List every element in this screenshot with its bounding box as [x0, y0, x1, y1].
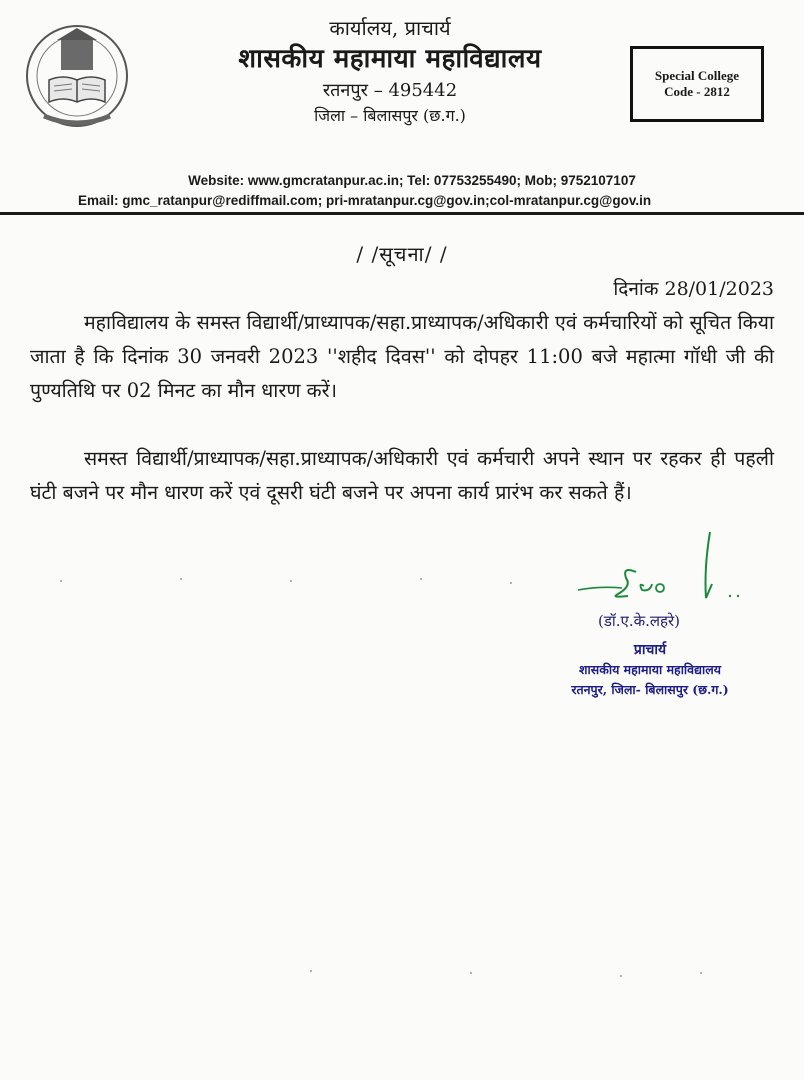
- notice-date: दिनांक 28/01/2023: [613, 278, 774, 300]
- scan-speck: [510, 582, 512, 584]
- signer-name: (डॉ.ए.के.लहरे): [598, 612, 681, 630]
- college-name: शासकीय महामाया महाविद्यालय: [238, 44, 542, 74]
- scan-speck: [290, 580, 292, 582]
- city-pin: रतनपुर – 495442: [322, 80, 458, 101]
- scan-speck: [700, 972, 702, 974]
- header-divider: [0, 212, 804, 215]
- stamp-college: शासकीय महामाया महाविद्यालय: [579, 662, 721, 677]
- contact-email-line: Email: gmc_ratanpur@rediffmail.com; pri-mratanpur.cg@gov.in;col-mratanpur.cg@gov.in: [78, 193, 652, 208]
- district: जिला – बिलासपुर (छ.ग.): [314, 106, 466, 125]
- scan-speck: [620, 975, 622, 977]
- contact-web-line: Website: www.gmcratanpur.ac.in; Tel: 07753255490; Mob; 9752107107: [188, 173, 636, 188]
- notice-paragraph-2: समस्त विद्यार्थी/प्राध्यापक/सहा.प्राध्यापक/अधिकारी एवं कर्मचारी अपने स्थान पर रहकर ही पहली घंटी बजने पर मौन धारण करें एवं दूसरी घंटी बजने पर अपना कार्य प्रारंभ कर सकते हैं।: [30, 447, 774, 504]
- scan-speck: [470, 972, 472, 974]
- notice-title: / /सूचना/ /: [356, 242, 448, 266]
- notice-paragraph-1: महाविद्यालय के समस्त विद्यार्थी/प्राध्यापक/सहा.प्राध्यापक/अधिकारी एवं कर्मचारियों को सूचित किया जाता है कि दिनांक 30 जनवरी 2023 ''शहीद दिवस'' को दोपहर 11:00 बजे महात्मा गॉधी जी की पुण्यतिथि पर 02 मिनट का मौन धारण करें।: [30, 311, 774, 402]
- letterhead: [180, 14, 600, 128]
- stamp-address: रतनपुर, जिला- बिलासपुर (छ.ग.): [571, 682, 729, 697]
- code-box-line2: Code - 2812: [664, 84, 730, 99]
- office-heading: कार्यालय, प्राचार्य: [329, 16, 451, 40]
- handwritten-signature-icon: [570, 528, 750, 620]
- scan-speck: [60, 580, 62, 582]
- scan-speck: [310, 970, 312, 972]
- principal-stamp: [530, 640, 770, 700]
- scan-speck: [420, 578, 422, 580]
- scan-speck: [180, 578, 182, 580]
- college-emblem-icon: [24, 18, 130, 136]
- code-box-line1: Special College: [654, 68, 740, 83]
- college-code-box: [630, 46, 764, 122]
- stamp-designation: प्राचार्य: [633, 642, 667, 658]
